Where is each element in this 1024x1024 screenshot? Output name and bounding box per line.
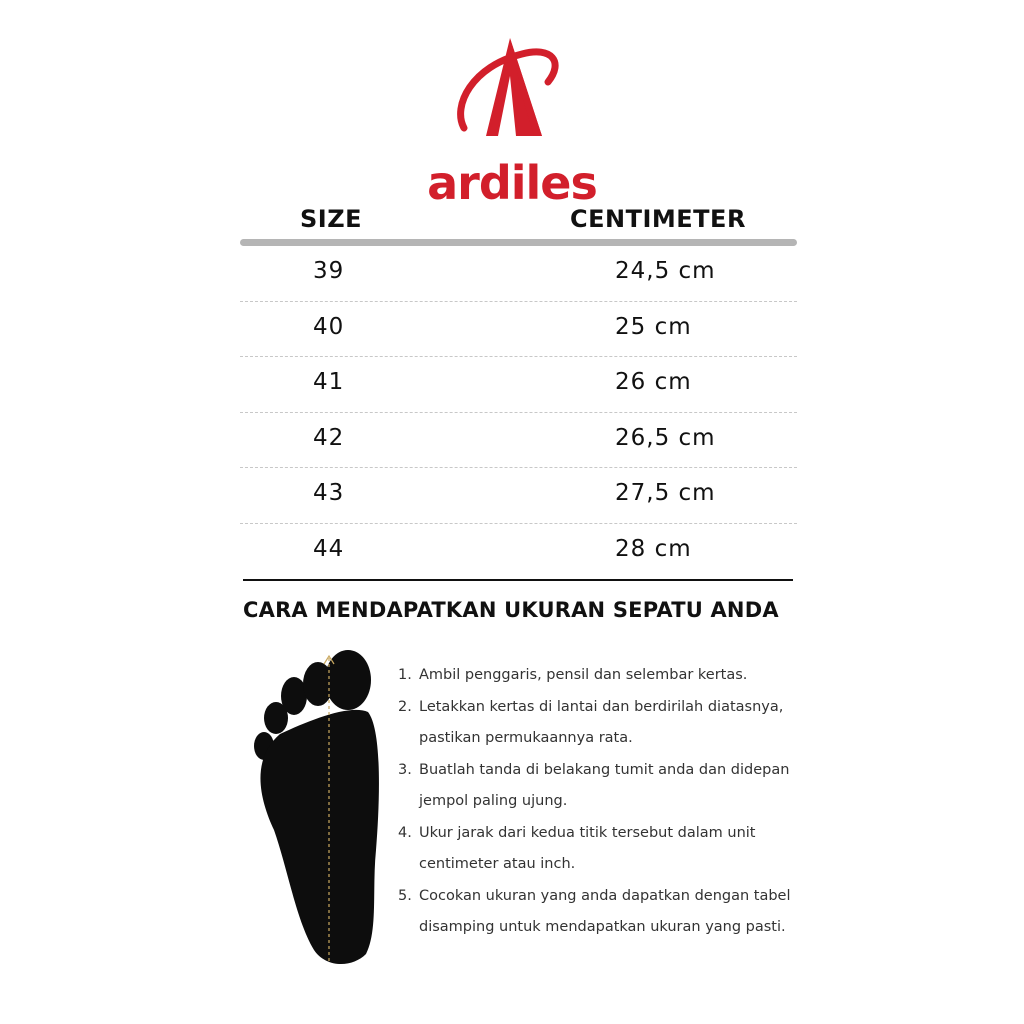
centimeter-cell: 27,5 cm — [615, 480, 716, 507]
table-row — [240, 413, 797, 469]
table-end-rule — [243, 579, 793, 581]
ardiles-logo-icon — [452, 36, 572, 136]
table-row — [240, 302, 797, 358]
step-number: 1. — [398, 667, 412, 683]
step-text: Cocokan ukuran yang anda dapatkan dengan tabel disamping untuk mendapatkan ukuran yang pasti. — [419, 887, 791, 935]
size-cell: 42 — [313, 424, 345, 451]
step-number: 4. — [398, 824, 412, 841]
column-header-centimeter: CENTIMETER — [570, 205, 746, 233]
brand-logo — [0, 30, 1024, 210]
size-table — [240, 246, 797, 580]
size-cell: 43 — [313, 480, 345, 507]
table-row — [240, 357, 797, 413]
foot-silhouette-icon — [240, 650, 400, 970]
size-cell: 39 — [313, 258, 345, 284]
step-text: Buatlah tanda di belakang tumit anda dan didepan jempol paling ujung. — [419, 761, 790, 809]
step-number: 3. — [398, 761, 412, 778]
step-number: 2. — [398, 698, 412, 715]
size-cell: 40 — [313, 313, 345, 340]
steps-list — [398, 660, 818, 944]
header-divider — [240, 239, 797, 246]
centimeter-cell: 25 cm — [615, 313, 692, 340]
guide-title: CARA MENDAPATKAN UKURAN SEPATU ANDA — [243, 598, 779, 622]
table-row — [240, 246, 797, 302]
step-text: Ukur jarak dari kedua titik tersebut dalam unit centimeter atau inch. — [419, 824, 756, 872]
centimeter-cell: 26 cm — [615, 369, 692, 396]
table-row — [240, 468, 797, 524]
centimeter-cell: 28 cm — [615, 535, 692, 562]
centimeter-cell: 26,5 cm — [615, 424, 716, 451]
brand-name: ardiles — [427, 156, 597, 210]
step-text: Letakkan kertas di lantai dan berdirilah diatasnya, pastikan permukaannya rata. — [419, 698, 784, 746]
size-cell: 41 — [313, 369, 345, 396]
step-text: Ambil penggaris, pensil dan selembar kertas. — [419, 667, 748, 683]
centimeter-cell: 24,5 cm — [615, 258, 716, 284]
list-item — [398, 818, 818, 881]
step-number: 5. — [398, 887, 412, 904]
list-item — [398, 692, 818, 755]
column-header-size: SIZE — [300, 205, 363, 233]
list-item — [398, 755, 818, 818]
size-cell: 44 — [313, 535, 345, 562]
table-row — [240, 524, 797, 580]
list-item — [398, 660, 818, 692]
list-item — [398, 881, 818, 944]
